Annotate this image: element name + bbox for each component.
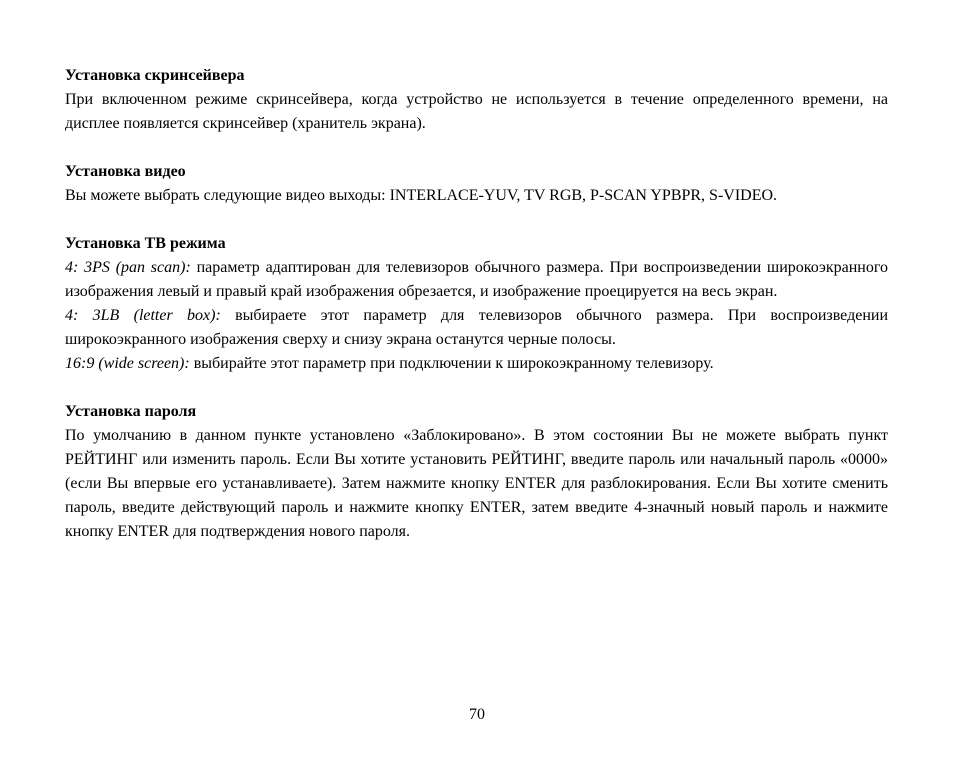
- section-heading-screensaver: Установка скринсейвера: [65, 67, 245, 84]
- tv-mode-description: выбираете этот параметр для телевизоров обычного размера. При воспроизведении широкоэкранного изображения сверху и снизу экрана останутся черные полосы.: [65, 307, 888, 348]
- section-heading-video: Установка видео: [65, 163, 186, 180]
- section-password: [65, 400, 888, 544]
- section-text-password: По умолчанию в данном пункте установлено «Заблокировано». В этом состоянии Вы не можете выбрать пункт РЕЙТИНГ или изменить пароль. Если Вы хотите установить РЕЙТИНГ, введите пароль или начальный пароль «0000» (если Вы впервые его устанавливаете). Затем нажмите кнопку ENTER для разблокирования. Если Вы хотите сменить пароль, введите действующий пароль и нажмите кнопку ENTER, затем введите 4-значный новый пароль и нажмите кнопку ENTER для подтверждения нового пароля.: [65, 427, 888, 540]
- tv-mode-item-pan-scan: [65, 256, 888, 304]
- tv-mode-item-letter-box: [65, 304, 888, 352]
- section-video: [65, 160, 888, 208]
- tv-mode-term: 4: 3PS (pan scan):: [65, 259, 191, 276]
- tv-mode-item-wide-screen: [65, 352, 888, 376]
- tv-mode-term: 16:9 (wide screen):: [65, 355, 190, 372]
- section-heading-password: Установка пароля: [65, 403, 197, 420]
- section-text-video: Вы можете выбрать следующие видео выходы: INTERLACE-YUV, TV RGB, P-SCAN YPBPR, S-VIDEO.: [65, 187, 778, 204]
- tv-mode-description: параметр адаптирован для телевизоров обычного размера. При воспроизведении широкоэкранного изображения левый и правый край изображения обрезается, и изображение проецируется на весь экран.: [65, 259, 888, 300]
- page-number: 70: [469, 706, 485, 723]
- page-body: [65, 64, 888, 568]
- tv-mode-description: выбирайте этот параметр при подключении к широкоэкранному телевизору.: [189, 355, 714, 372]
- section-heading-tv-mode: Установка ТВ режима: [65, 235, 226, 252]
- tv-mode-term: 4: 3LB (letter box):: [65, 307, 221, 324]
- section-text-screensaver: При включенном режиме скринсейвера, когда устройство не используется в течение определенного времени, на дисплее появляется скринсейвер (хранитель экрана).: [65, 91, 888, 132]
- section-tv-mode: [65, 232, 888, 376]
- section-screensaver: [65, 64, 888, 136]
